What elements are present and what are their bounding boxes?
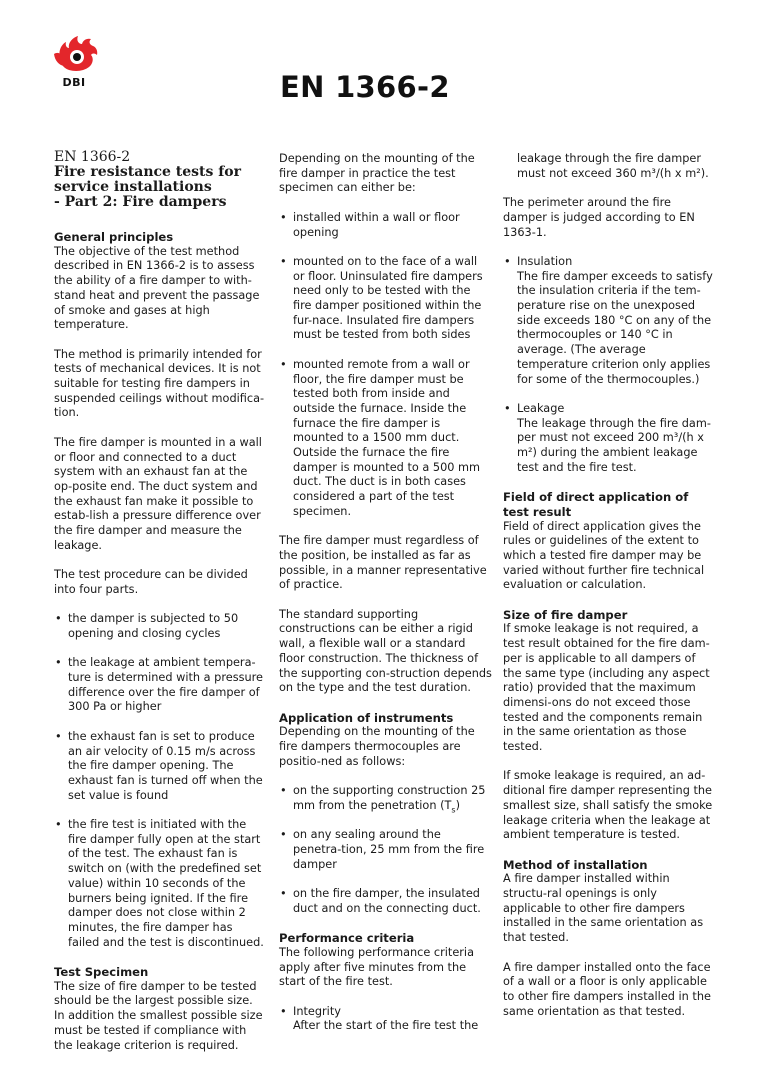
bullet-list [54, 612, 266, 950]
paragraph: A fire damper installed within structu-ral openings is only applicable to other fire dampers installed in the same orientation as that tested. [503, 872, 704, 945]
paragraph: The fire damper must regardless of the position, be installed as far as possible, in a manner representative of practice. [279, 534, 487, 592]
criterion-text: The leakage through the fire dam-per must not exceed 200 m³/(h x m²) during the ambient leakage test and the fire test. [517, 416, 711, 474]
document-title-line: service installations [54, 179, 212, 195]
document-title-line: - Part 2: Fire dampers [54, 194, 227, 210]
paragraph: The fire damper is mounted in a wall or floor and connected to a duct system with an exhaust fan at the op-posite end. The duct system and the exhaust fan make it possible to estab-lish a pressure difference over the fire damper and measure the leakage. [54, 435, 262, 552]
list-item: • on the fire damper, the insulated duct and on the connecting duct. [279, 887, 492, 916]
paragraph: If smoke leakage is required, an ad-ditional fire damper representing the smallest size, shall satisfy the smoke leakage criteria when the leakage at ambient temperature is tested. [503, 769, 713, 842]
bullet-list [503, 255, 716, 476]
page-title: EN 1366-2 [280, 70, 450, 104]
criterion-label: • Insulation [517, 254, 573, 268]
list-item [279, 1005, 492, 1034]
list-item: • the damper is subjected to 50 opening and closing cycles [54, 612, 266, 641]
section-heading: General principles [54, 230, 174, 244]
column-3 [503, 152, 716, 1034]
section-heading: Performance criteria [279, 931, 415, 946]
section-heading: Application of instruments [279, 710, 454, 725]
paragraph: The method is primarily intended for tests of mechanical devices. It is not suitable for testing fire dampers in suspended ceilings without modifica-tion. [54, 347, 265, 420]
section-heading: Size of fire damper [503, 607, 628, 622]
document-title-line: Fire resistance tests for [54, 164, 242, 180]
criterion-text: The fire damper exceeds to satisfy the insulation criteria if the tem-perature rise on the unexposed side exceeds 180 °C on any of the thermocouples or 140 °C in average. (The average temperature criterion only applies for some of the thermocouples.) [517, 269, 713, 386]
list-item [503, 255, 716, 387]
list-item: • mounted on to the face of a wall or floor. Uninsulated fire dampers need only to be tested with the fire damper positioned within the fur-nace. Insulated fire dampers must be tested from both sides [279, 255, 492, 343]
list-item: • the fire test is initiated with the fire damper fully open at the start of the test. The exhaust fan is switch on (with the predefined set value) within 10 seconds of the burners being ignited. If the fire damper does not close within 2 minutes, the fire damper has failed and the test is discontinued. [54, 818, 266, 950]
list-item [503, 402, 716, 476]
criterion-text: After the start of the fire test the [293, 1019, 479, 1033]
section-heading: Method of installation [503, 857, 648, 872]
list-item-text: on the supporting construction 25 mm from the penetration (T [293, 784, 486, 812]
list-item: • mounted remote from a wall or floor, the fire damper must be tested both from inside and outside the furnace. Inside the furnace the fire damper is mounted to a 1500 mm duct. Outside the furnace the fire damper is mounted to a 500 mm duct. The duct is in both cases considered a part of the test specimen. [279, 358, 492, 520]
criterion-label: • Integrity [293, 1004, 341, 1018]
column-2 [279, 152, 492, 1049]
list-item: • the leakage at ambient tempera-ture is determined with a pressure difference over the fire damper of 300 Pa or higher [54, 656, 266, 715]
paragraph: leakage through the fire damper must not exceed 360 m³/(h x m²). [517, 152, 709, 180]
section-heading: Test Specimen [54, 965, 149, 980]
paragraph: The standard supporting constructions can be either a rigid wall, a flexible wall or a standard floor construction. The thickness of the supporting con-struction depends on the type and the test duration. [279, 607, 492, 695]
paragraph: The objective of the test method described in EN 1366-2 is to assess the ability of a fire damper to with-stand heat and prevent the passage of smoke and gases at high temperature. [54, 244, 260, 332]
document-title [54, 150, 266, 210]
list-item: • on any sealing around the penetra-tion, 25 mm from the fire damper [279, 828, 492, 872]
paragraph: The test procedure can be divided into four parts. [54, 568, 248, 596]
paragraph: Field of direct application gives the rules or guidelines of the extent to which a tested fire damper may be varied without further fire technical evaluation or calculation. [503, 519, 705, 592]
list-item: • the exhaust fan is set to produce an air velocity of 0.15 m/s across the fire damper opening. The exhaust fan is turned off when the set value is found [54, 730, 266, 804]
bullet-list [279, 1005, 492, 1034]
paragraph: If smoke leakage is not required, a test result obtained for the fire dam-per is applicable to all dampers of the same type (including any aspect ratio) provided that the maximum dimensi-ons do not exceed those tested and the components remain in the same orientation as those tested. [503, 622, 710, 754]
criterion-label: • Leakage [517, 401, 565, 415]
section-heading: Field of direct application of test result [503, 490, 689, 519]
column-1 [54, 150, 266, 1068]
bullet-list [279, 784, 492, 916]
paragraph: A fire damper installed onto the face of a wall or a floor is only applicable to other fire dampers installed in the same orientation as that tested. [503, 960, 711, 1018]
list-item [279, 784, 492, 813]
paragraph: The size of fire damper to be tested should be the largest possible size. In addition the smallest possible size must be tested if compliance with the leakage criterion is required. [54, 979, 263, 1052]
list-item: • installed within a wall or floor opening [279, 211, 492, 240]
bullet-list [279, 211, 492, 520]
logo-text: DBI [62, 76, 86, 89]
list-item-text: ) [455, 798, 460, 812]
paragraph: The following performance criteria apply after five minutes from the start of the fire test. [279, 945, 474, 989]
paragraph: The perimeter around the fire damper is judged according to EN 1363-1. [503, 196, 695, 239]
paragraph: Depending on the mounting of the fire damper in practice the test specimen can either be: [279, 152, 475, 195]
document-title-line: EN 1366-2 [54, 149, 131, 165]
paragraph: Depending on the mounting of the fire dampers thermocouples are positio-ned as follows: [279, 725, 475, 768]
subscript: s [451, 805, 456, 815]
